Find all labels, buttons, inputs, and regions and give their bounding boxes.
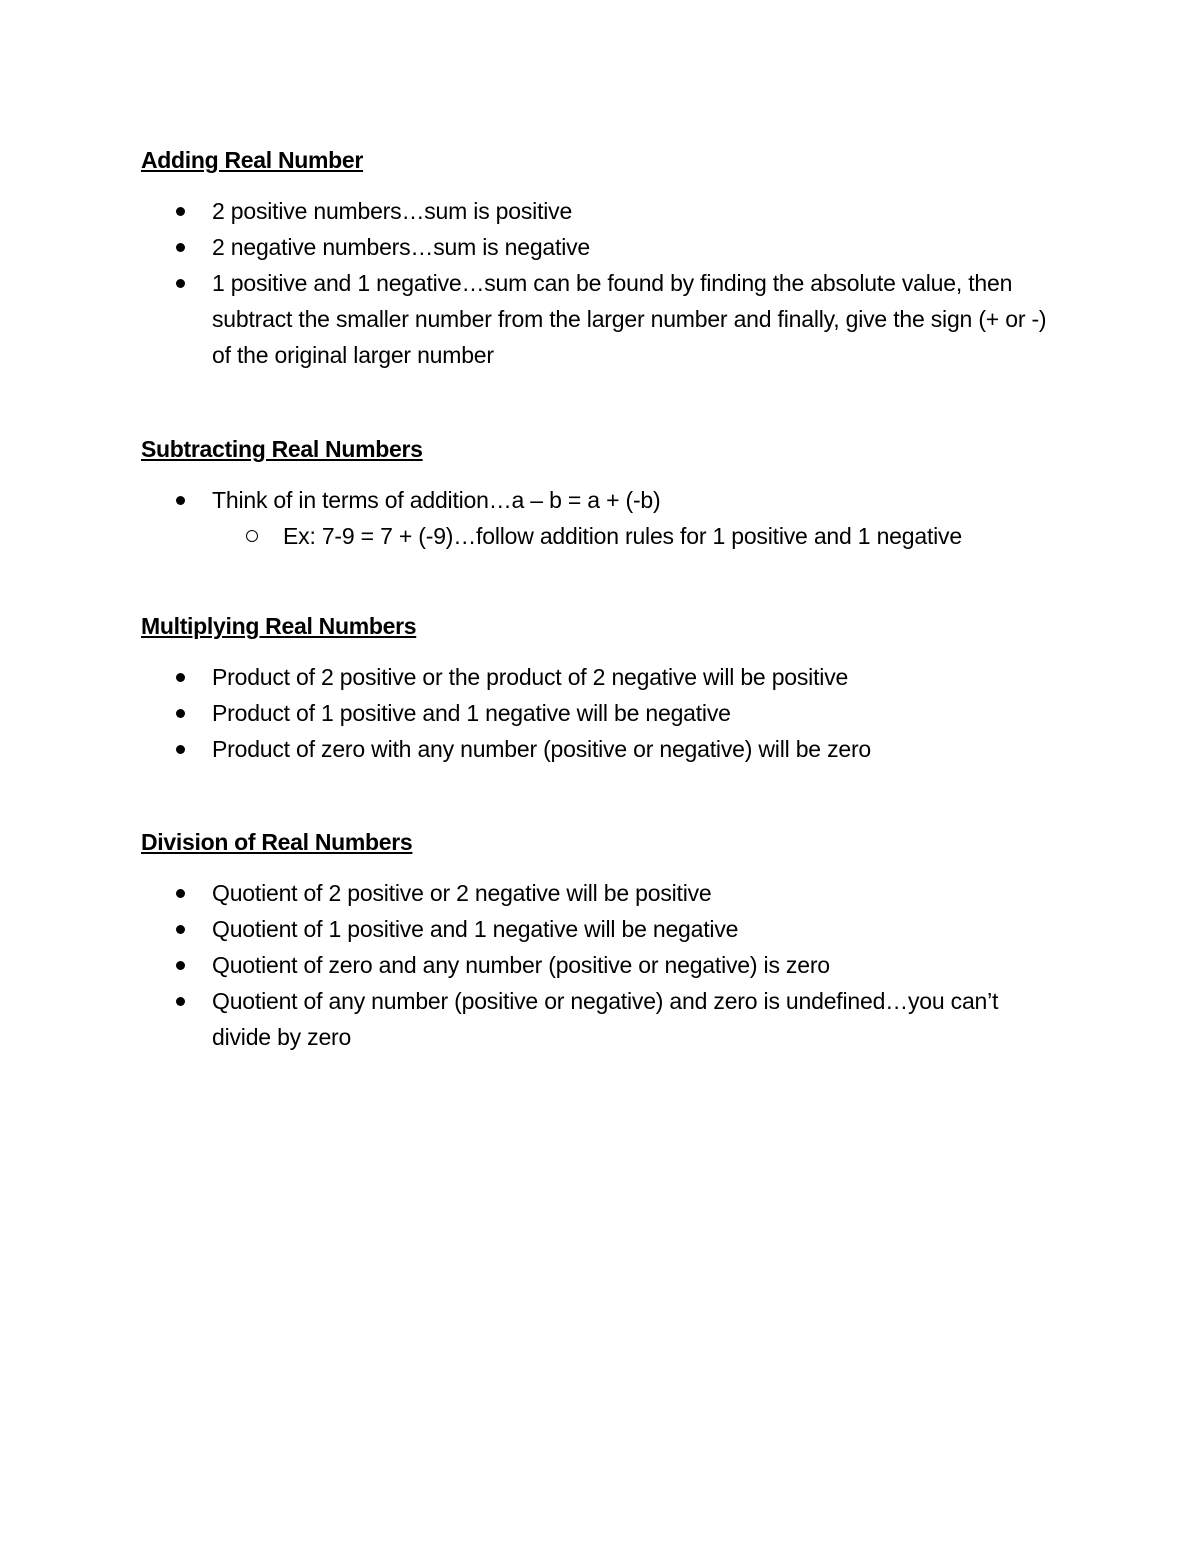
division-item-text: Quotient of zero and any number (positive or negative) is zero [212, 952, 830, 978]
division-heading: Division of Real Numbers [141, 829, 413, 855]
subtracting-heading: Subtracting Real Numbers [141, 436, 423, 462]
adding-item-2 [141, 229, 1061, 265]
adding-section [141, 145, 1061, 373]
hollow-bullet-icon [246, 530, 258, 542]
adding-item-1 [141, 193, 1061, 229]
bullet-icon [176, 961, 185, 970]
adding-list [141, 193, 1061, 373]
adding-item-text: 2 negative numbers…sum is negative [212, 234, 591, 260]
multiplying-item-text: Product of 1 positive and 1 negative will be negative [212, 700, 731, 726]
multiplying-item-text: Product of zero with any number (positive or negative) will be zero [212, 736, 872, 762]
bullet-icon [176, 673, 185, 682]
subtracting-list [141, 482, 1061, 518]
bullet-icon [176, 889, 185, 898]
adding-item-3 [141, 265, 1061, 373]
multiplying-item-text: Product of 2 positive or the product of 2 negative will be positive [212, 664, 849, 690]
subtracting-section [141, 434, 1061, 554]
subtracting-subitem-1 [212, 518, 1061, 554]
bullet-icon [176, 925, 185, 934]
multiplying-item-2 [141, 695, 1061, 731]
division-list [141, 875, 1061, 1055]
division-section [141, 827, 1061, 1055]
division-item-1 [141, 875, 1061, 911]
multiplying-heading: Multiplying Real Numbers [141, 613, 417, 639]
adding-item-text: 2 positive numbers…sum is positive [212, 198, 573, 224]
multiplying-list [141, 659, 1061, 767]
bullet-icon [176, 496, 185, 505]
division-item-2 [141, 911, 1061, 947]
multiplying-item-3 [141, 731, 1061, 767]
division-item-4 [141, 983, 1061, 1055]
subtracting-sublist [141, 518, 1061, 554]
bullet-icon [176, 207, 185, 216]
bullet-icon [176, 709, 185, 718]
multiplying-section [141, 611, 1061, 767]
division-item-3 [141, 947, 1061, 983]
adding-heading: Adding Real Number [141, 147, 364, 173]
bullet-icon [176, 279, 185, 288]
division-item-text: Quotient of 1 positive and 1 negative will be negative [212, 916, 739, 942]
division-item-text: Quotient of any number (positive or negative) and zero is undefined…you can’t divide by zero [212, 988, 999, 1050]
subtracting-item-1 [141, 482, 1061, 518]
bullet-icon [176, 997, 185, 1006]
division-item-text: Quotient of 2 positive or 2 negative will be positive [212, 880, 712, 906]
subtracting-item-text: Think of in terms of addition…a – b = a + (-b) [212, 487, 661, 513]
adding-item-text: 1 positive and 1 negative…sum can be found by finding the absolute value, then subtract the smaller number from the larger number and finally, give the sign (+ or -) of the original larger number [212, 270, 1047, 368]
subtracting-subitem-text: Ex: 7-9 = 7 + (-9)…follow addition rules for 1 positive and 1 negative [283, 523, 962, 549]
multiplying-item-1 [141, 659, 1061, 695]
bullet-icon [176, 243, 185, 252]
bullet-icon [176, 745, 185, 754]
